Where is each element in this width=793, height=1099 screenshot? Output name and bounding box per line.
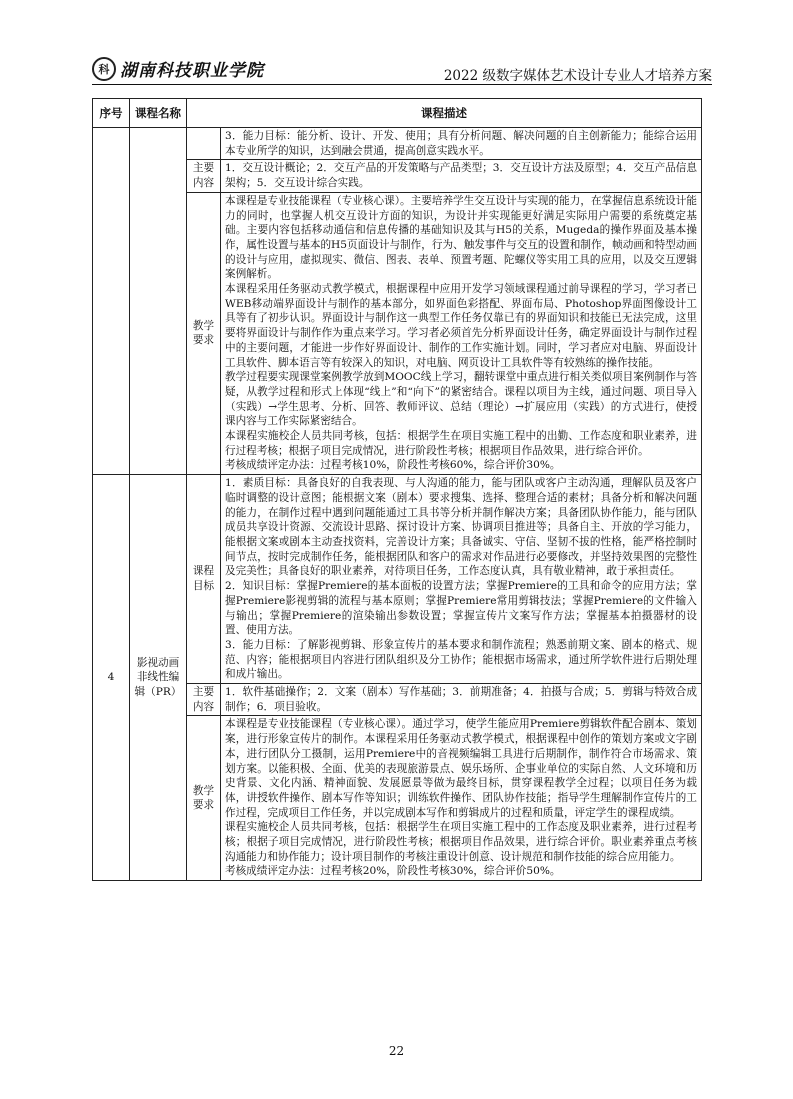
course-content-label: 主要内容 [187, 684, 221, 716]
course-goal-text [221, 475, 702, 684]
table-row [93, 475, 702, 684]
goal-paragraph: 2．知识目标：掌握Premiere的基本面板的设置方法；掌握Premiere的工具和命令的应用方法；掌握Premiere影视剪辑的流程与基本原则；掌握Premiere常用剪辑技法；掌握Premiere的文件输入与输出；掌握Premiere的渲染输出参数设置；掌握宣传片文案写作方法；掌握基本拍摄器材的设置、使用方法。 [225, 580, 697, 637]
table-header-row [93, 99, 702, 128]
page-number: 22 [388, 1044, 405, 1058]
goal-paragraph: 3．能力目标：了解影视剪辑、形象宣传片的基本要求和制作流程；熟悉前期文案、剧本的格式、规范、内容；能根据项目内容进行团队组织及分工协作；能根据市场需求，通过所学软件进行后期处理和成片输出。 [225, 638, 697, 681]
continuation-goal-label-cell [187, 128, 221, 160]
header-course-description: 课程描述 [187, 99, 702, 128]
teaching-paragraph: 考核成绩评定办法：过程考核10%，阶段性考核60%，综合评价30%。 [225, 459, 561, 472]
continuation-index-cell [93, 128, 130, 475]
course-name: 影视动画非线性编辑（PR） [130, 475, 187, 881]
course-table [92, 98, 702, 881]
course-content-text: 1．软件基础操作；2．文案（剧本）写作基础；3．前期准备；4．拍摄与合成；5．剪辑与特效合成制作；6．项目验收。 [221, 684, 702, 716]
school-name: 湖南科技职业学院 [120, 61, 264, 81]
course-goal-label: 课程目标 [187, 475, 221, 684]
plan-title: 2022 级数字媒体艺术设计专业人才培养方案 [443, 68, 712, 84]
table-row [93, 128, 702, 160]
continuation-ability-goal: 3．能力目标：能分析、设计、开发、使用；具有分析问题、解决问题的自主创新能力；能综合运用本专业所学的知识，达到融会贯通，提高创意实践水平。 [221, 128, 702, 160]
teaching-paragraph: 本课程实施校企人员共同考核，包括：根据学生在项目实施工程中的出勤、工作态度和职业素养，进行过程考核；根据子项目完成情况，进行阶段性考核；根据项目作品效果，进行综合评价。 [225, 430, 697, 457]
goal-paragraph: 1．素质目标：具备良好的自我表现、与人沟通的能力，能与团队或客户主动沟通，理解队员及客户临时调整的设计意图；能根据文案（剧本）要求搜集、选择、整理合适的素材；具备分析和解决问题的能力，在制作过程中遇到问题能通过工具书等分析并制作解决方案；具备团队协作能力，能与团队成员共享设计资源、交流设计思路、探讨设计方案、协调项目推进等；具备自主、开放的学习能力，能根据文案或剧本主动查找资料，完善设计方案；具备诚实、守信、坚韧不拔的性格，能严格控制时间节点，按时完成制作任务，能根据团队和客户的需求对作品进行必要修改，并坚持效果图的完整性及完美性；具备良好的职业素养，对待项目任务，工作态度认真，具有敬业精神，敢于承担责任。 [225, 477, 697, 578]
page-header [92, 56, 712, 86]
continuation-name-cell [130, 128, 187, 475]
teaching-paragraph: 教学过程要实现课堂案例教学放到MOOC线上学习，翻转课堂中重点进行相关类似项目案例制作与答疑，从教学过程和形式上体现“线上”和“向下”的紧密结合。课程以项目为主线，通过问题、项目导入（实践）→学生思考、分析、回答、教师评议、总结（理论）→扩展应用（实践）的方式进行，使授课内容与工作实际紧密结合。 [225, 371, 697, 428]
school-seal-icon: 科 [92, 57, 116, 81]
course-teaching-text [221, 716, 702, 881]
course-teaching-paragraph: 课程实施校企人员共同考核，包括：根据学生在项目实施工程中的工作态度及职业素养，进行过程考核；根据子项目完成情况，进行阶段性考核；根据项目作品效果，进行综合评价。职业素养重点考核沟通能力和协作能力；设计项目制作的考核注重设计创意、设计规范和制作技能的综合应用能力。 [225, 821, 697, 863]
course-teaching-label: 教学要求 [187, 716, 221, 881]
teaching-requirements-text [221, 192, 702, 474]
course-teaching-paragraph: 考核成绩评定办法：过程考核20%，阶段性考核30%，综合评价50%。 [225, 865, 561, 878]
school-logo [92, 56, 264, 81]
header-course-name: 课程名称 [130, 99, 187, 128]
header-index: 序号 [93, 99, 130, 128]
teaching-paragraph: 本课程采用任务驱动式教学模式，根据课程中应用开发学习领域课程通过前导课程的学习，学习者已WEB移动端界面设计与制作的基本部分，如界面色彩搭配、界面布局、Photoshop界面图像设计工具等有了初步认识。界面设计与制作这一典型工作任务仅靠已有的界面知识和技能已无法完成，这里要将界面设计与制作作为重点来学习。学习者必须首先分析界面设计任务，确定界面设计与制作过程中的主要问题，才能进一步作好界面设计、制作的工作实施计划。同时，学习者应对电脑、界面设计工具软件、脚本语言等有较深入的知识，对电脑、网页设计工具软件等有较熟练的操作技能。 [225, 283, 697, 369]
teaching-paragraph: 本课程是专业技能课程（专业核心课）。主要培养学生交互设计与实现的能力，在掌握信息系统设计能力的同时，也掌握人机交互设计方面的知识，为设计并实现能更好满足实际用户需要的系统奠定基础。主要内容包括移动通信和信息传播的基础知识及其与H5的关系，Mugeda的操作界面及基本操作，属性设置与基本的H5页面设计与制作，行为、触发事件与交互的设置和制作，帧动画和特型动画的设计与应用，虚拟现实、微信、图表、表单、预置考题、陀螺仪等实用工具的应用，以及交互逻辑案例解析。 [225, 194, 697, 281]
teaching-requirements-label: 教学要求 [187, 192, 221, 474]
main-content-label: 主要内容 [187, 160, 221, 192]
course-teaching-paragraph: 本课程是专业技能课程（专业核心课）。通过学习，使学生能应用Premiere剪辑软件配合剧本、策划案，进行形象宣传片的制作。本课程采用任务驱动式教学模式，根据课程中创作的策划方案或文字剧本，进行团队分工摄制，运用Premiere中的音视频编辑工具进行后期制作，制作符合市场需求、策划方案。以能积极、全面、优美的表现旅游景点、娱乐场所、企事业单位的实际自然、人文环境和历史背景、文化内涵、精神面貌、发展愿景等做为最终目标，贯穿课程教学全过程；以项目任务为载体，讲授软件操作、剧本写作等知识；训练软件操作、团队协作技能；指导学生理解制作宣传片的工作过程，完成项目工作任务，并以完成剧本写作和剪辑成片的过程和质量，评定学生的课程成绩。 [225, 718, 697, 819]
course-index: 4 [93, 475, 130, 881]
main-content-text: 1．交互设计概论；2．交互产品的开发策略与产品类型；3．交互设计方法及原型；4．交互产品信息架构；5．交互设计综合实践。 [221, 160, 702, 192]
header-rule [92, 84, 712, 85]
